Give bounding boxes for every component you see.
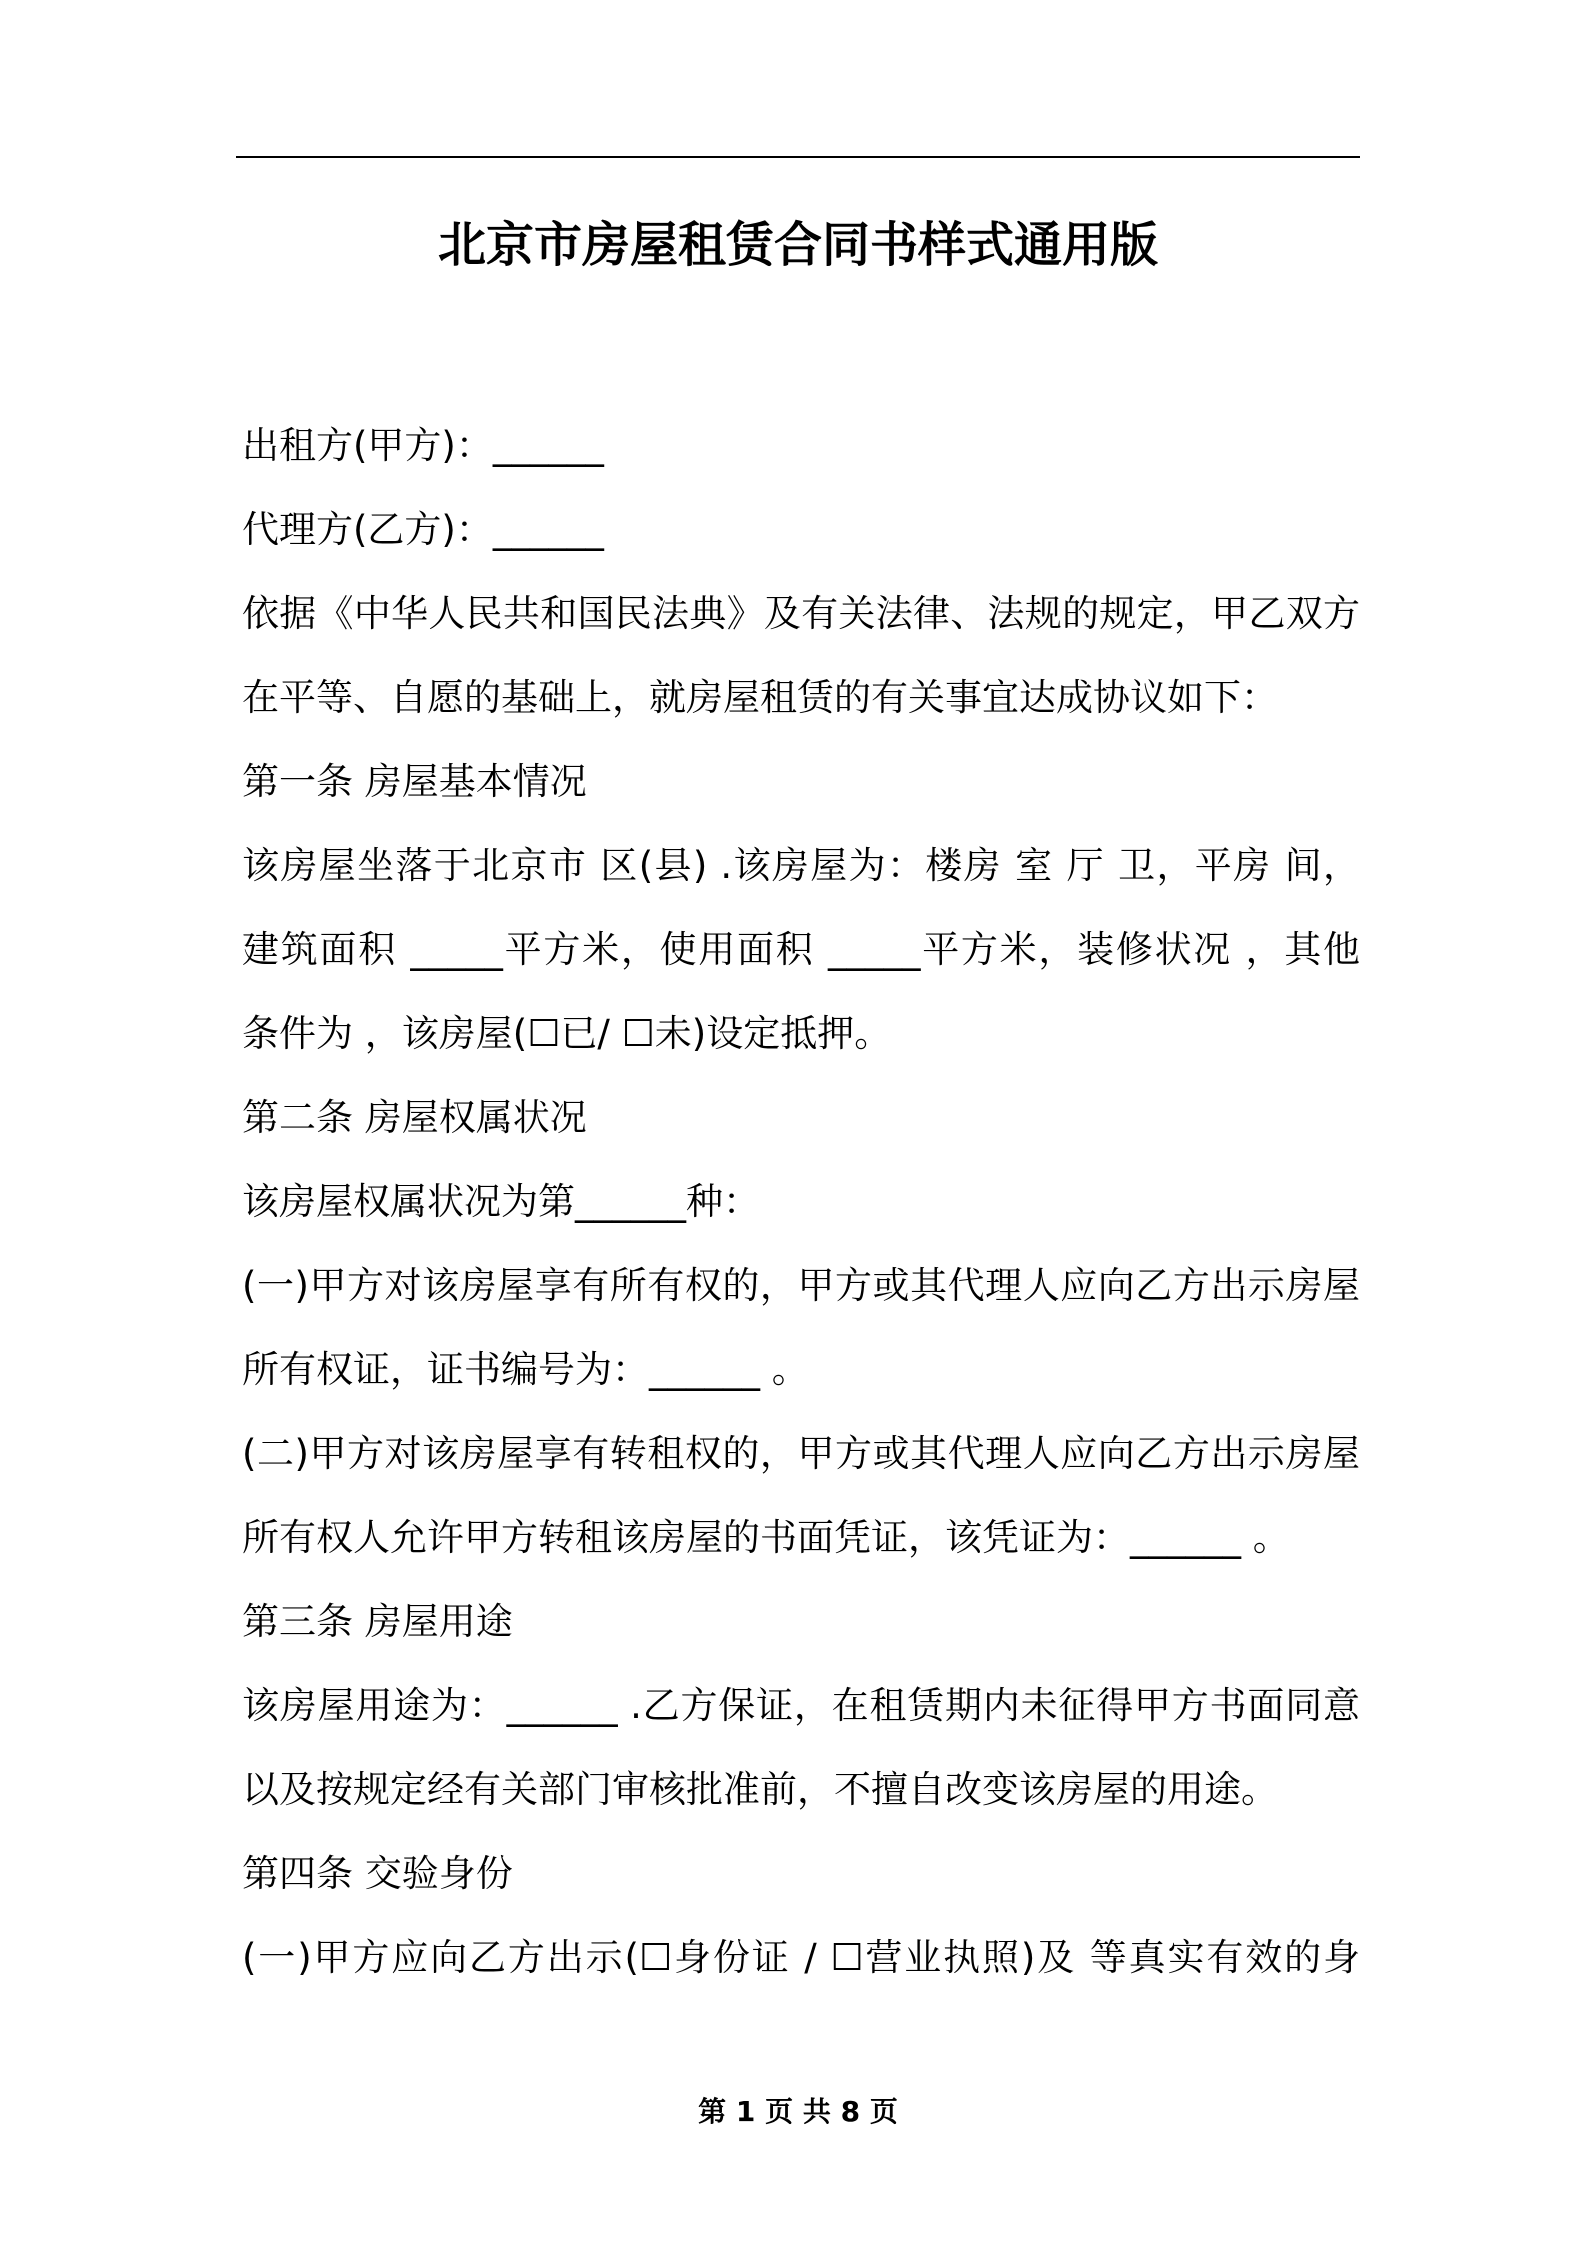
article-2-line-4: (二)甲方对该房屋享有转租权的，甲方或其代理人应向乙方出示房屋 (242, 1432, 1360, 1475)
article-4-line-1: (一)甲方应向乙方出示(☐身份证 / ☐营业执照)及 等真实有效的身 (242, 1936, 1360, 1979)
lessor-line: 出租方(甲方)：______ (242, 424, 604, 467)
article-1-line-3: 条件为 ，该房屋(☐已/ ☐未)设定抵押。 (242, 1012, 892, 1055)
document-body (242, 404, 1360, 2000)
article-3-line-2: 以及按规定经有关部门审核批准前，不擅自改变该房屋的用途。 (242, 1768, 1278, 1811)
article-4-heading: 第四条 交验身份 (242, 1852, 513, 1895)
article-1-heading: 第一条 房屋基本情况 (242, 760, 587, 803)
header-rule (236, 156, 1360, 158)
agent-line: 代理方(乙方)：______ (242, 508, 604, 551)
article-1-line-2: 建筑面积 _____平方米，使用面积 _____平方米，装修状况 ，其他 (242, 928, 1360, 971)
article-3-heading: 第三条 房屋用途 (242, 1600, 513, 1643)
preamble-line-1: 依据《中华人民共和国民法典》及有关法律、法规的规定，甲乙双方 (242, 592, 1360, 635)
article-2-line-5: 所有权人允许甲方转租该房屋的书面凭证，该凭证为：______ 。 (242, 1516, 1290, 1559)
article-2-line-1: 该房屋权属状况为第______种： (242, 1180, 760, 1223)
article-3-line-1: 该房屋用途为：______ .乙方保证，在租赁期内未征得甲方书面同意 (242, 1684, 1360, 1727)
article-1-line-1: 该房屋坐落于北京市 区(县) .该房屋为：楼房 室 厅 卫，平房 间， (242, 844, 1360, 887)
article-2-line-3: 所有权证，证书编号为：______ 。 (242, 1348, 809, 1391)
document-title: 北京市房屋租赁合同书样式通用版 (437, 217, 1158, 273)
article-2-line-2: (一)甲方对该房屋享有所有权的，甲方或其代理人应向乙方出示房屋 (242, 1264, 1360, 1307)
article-2-heading: 第二条 房屋权属状况 (242, 1096, 587, 1139)
page-number: 第 1 页 共 8 页 (698, 2095, 898, 2128)
preamble-line-2: 在平等、自愿的基础上，就房屋租赁的有关事宜达成协议如下： (242, 676, 1278, 719)
